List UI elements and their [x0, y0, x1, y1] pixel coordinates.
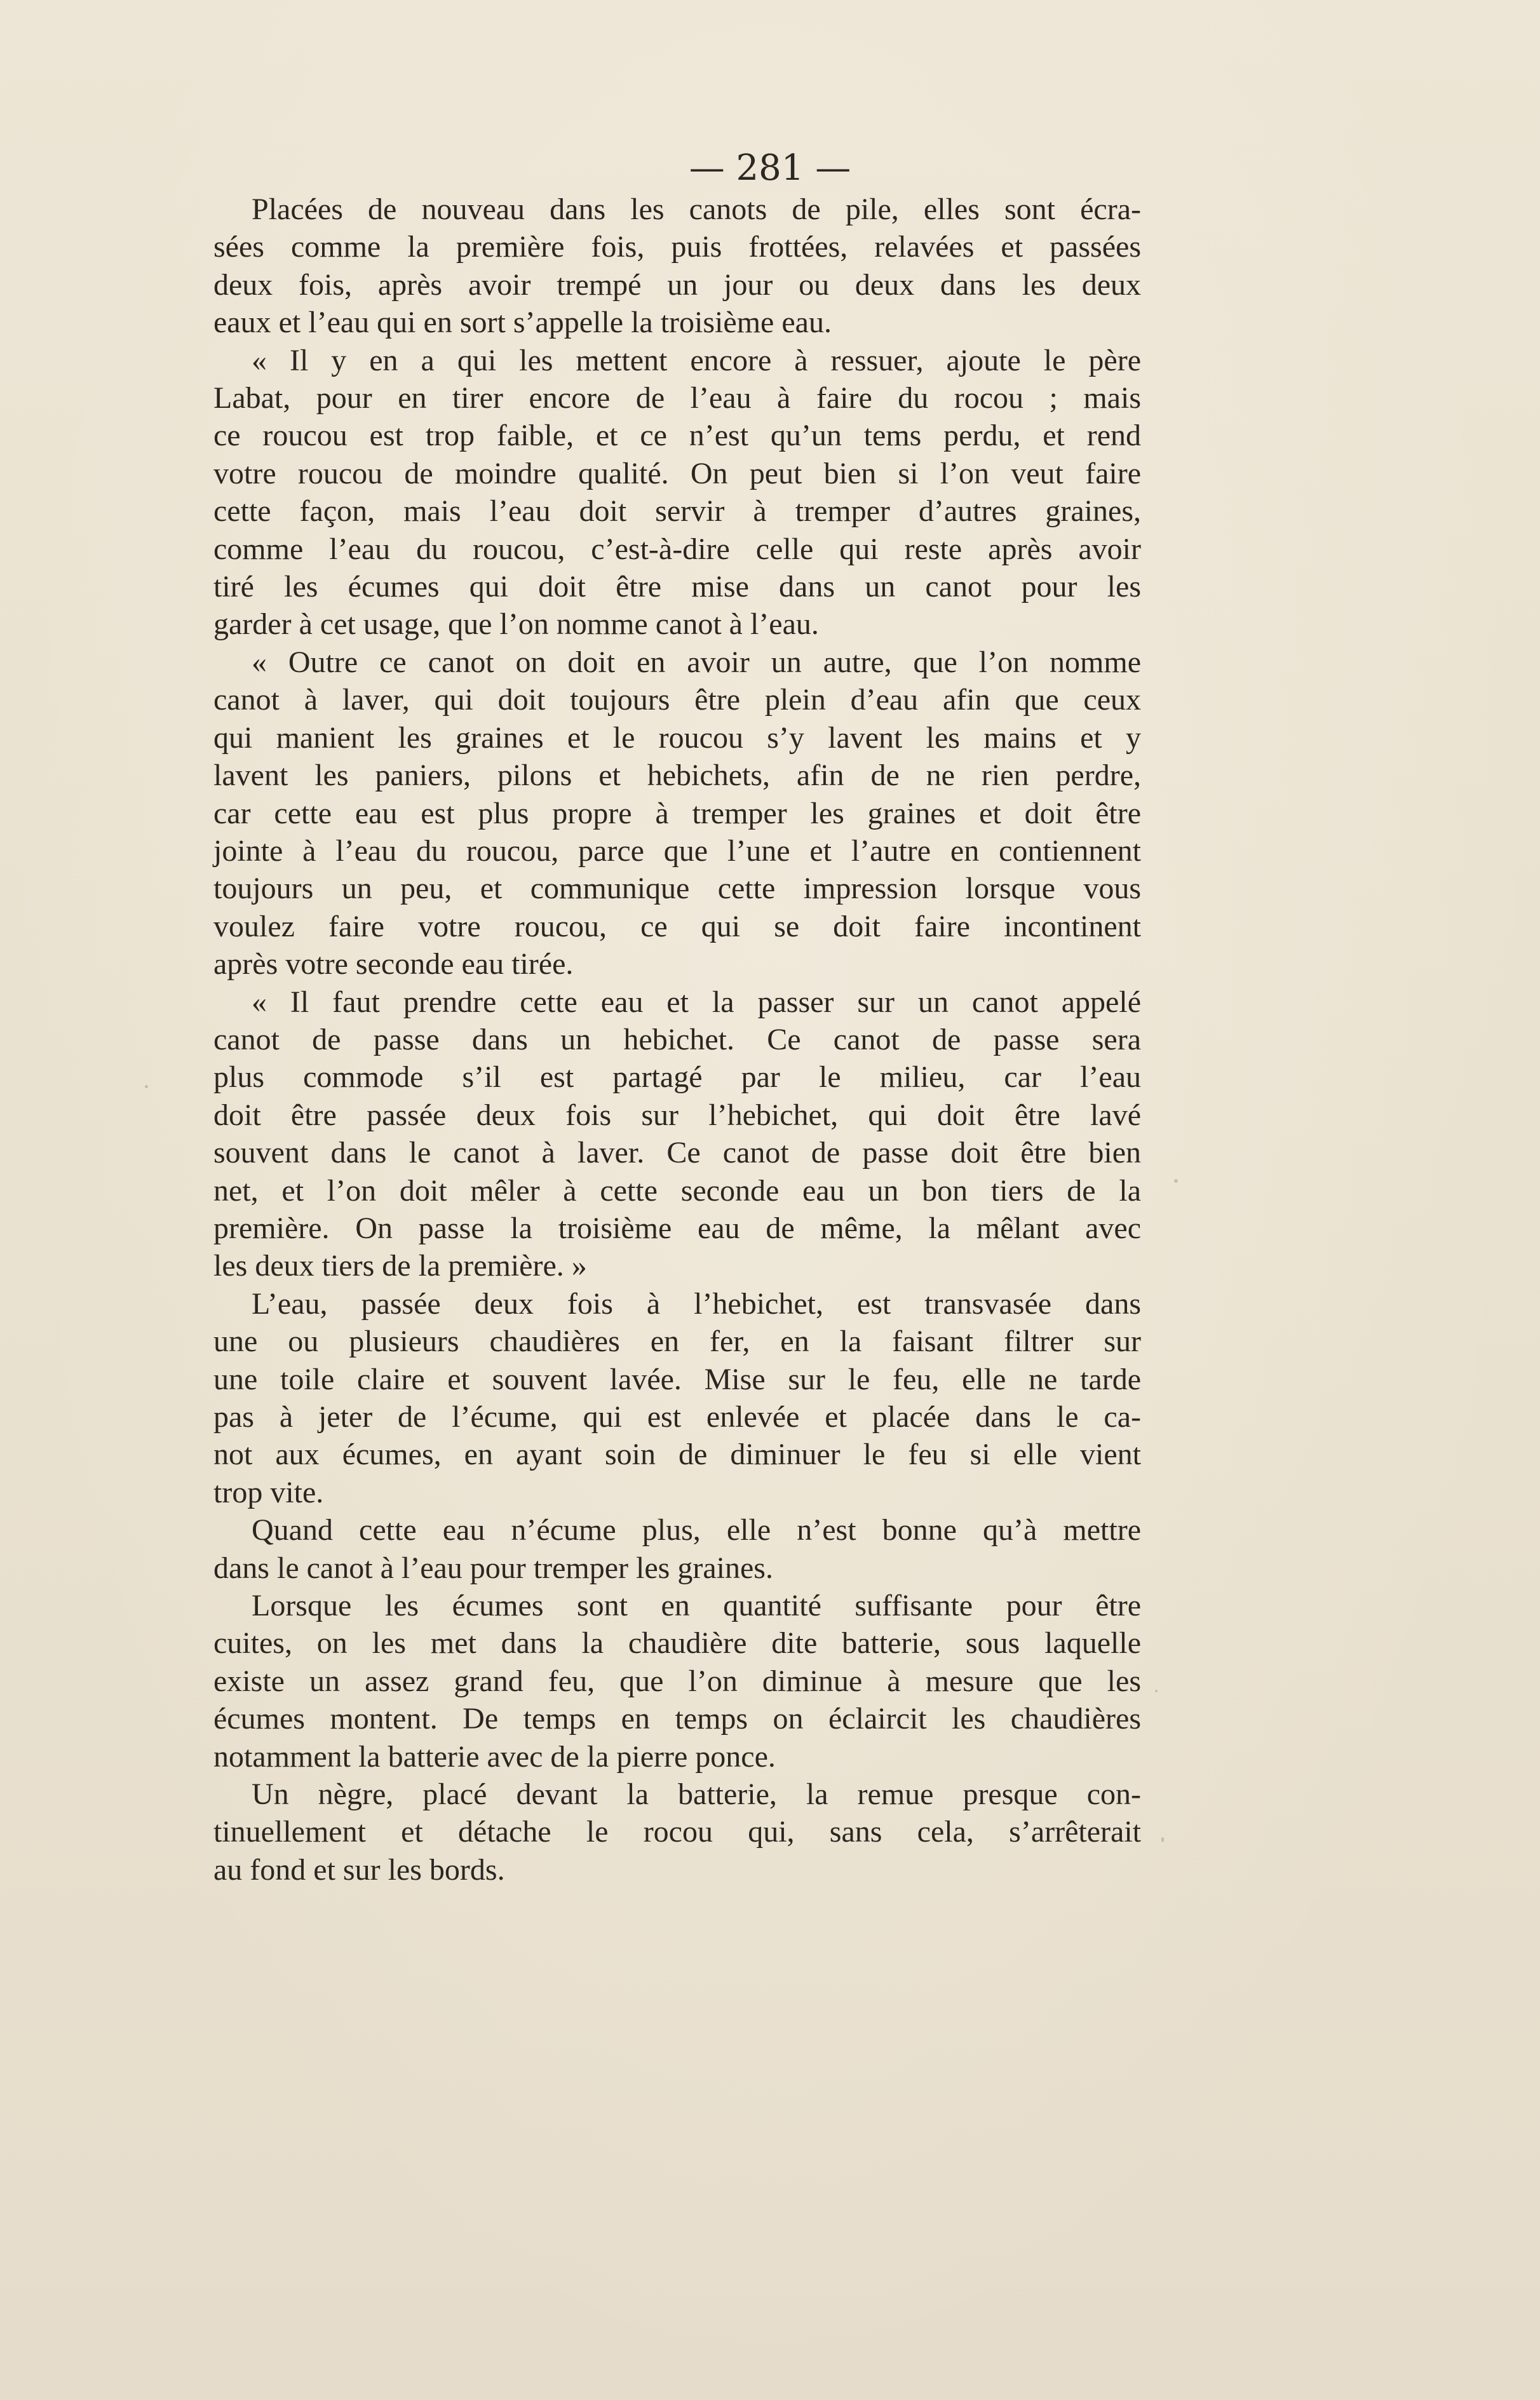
text-line: tinuellement et détache le rocou qui, sans cela, s’arrêterait [213, 1815, 1141, 1849]
paragraph [175, 1511, 1141, 1587]
text-line: sées comme la première fois, puis frottées, relavées et passées [213, 230, 1141, 264]
text-line: existe un assez grand feu, que l’on diminue à mesure que les [213, 1664, 1141, 1698]
text-line: une toile claire et souvent lavée. Mise sur le feu, elle ne tarde [213, 1362, 1141, 1396]
paper-speck [145, 1085, 148, 1088]
paragraph [175, 342, 1141, 644]
text-line: cuites, on les met dans la chaudière dite batterie, sous laquelle [213, 1626, 1141, 1661]
page-number: — 281 — [689, 147, 851, 189]
paragraph [175, 191, 1141, 342]
text-line: « Il faut prendre cette eau et la passer sur un canot appelé [252, 985, 1141, 1019]
text-line: tiré les écumes qui doit être mise dans un canot pour les [213, 570, 1141, 604]
text-line: Un nègre, placé devant la batterie, la remue presque con- [252, 1777, 1141, 1812]
text-line: lavent les paniers, pilons et hebichets, afin de ne rien perdre, [213, 758, 1141, 793]
text-line: canot de passe dans un hebichet. Ce canot de passe sera [213, 1022, 1141, 1056]
paper-speck [1161, 1837, 1164, 1842]
text-line: eaux et l’eau qui en sort s’appelle la troisième eau. [213, 306, 832, 340]
text-line: voulez faire votre roucou, ce qui se doit faire incontinent [213, 909, 1141, 943]
text-line: ce roucou est trop faible, et ce n’est qu’un tems perdu, et rend [213, 419, 1141, 453]
text-line: jointe à l’eau du roucou, parce que l’une et l’autre en contiennent [213, 833, 1141, 868]
text-line: notamment la batterie avec de la pierre ponce. [213, 1739, 776, 1774]
text-line: pas à jeter de l’écume, qui est enlevée et placée dans le ca- [213, 1400, 1141, 1434]
text-line: dans le canot à l’eau pour tremper les graines. [213, 1551, 773, 1585]
paragraph [175, 1587, 1141, 1776]
text-line: canot à laver, qui doit toujours être plein d’eau afin que ceux [213, 683, 1141, 717]
text-line: les deux tiers de la première. » [213, 1249, 587, 1283]
text-line: comme l’eau du roucou, c’est-à-dire celle qui reste après avoir [213, 532, 1141, 566]
text-line: Placées de nouveau dans les canots de pile, elles sont écra- [252, 192, 1141, 226]
text-line: toujours un peu, et communique cette impression lorsque vous [213, 872, 1141, 906]
text-line: Labat, pour en tirer encore de l’eau à faire du rocou ; mais [213, 381, 1141, 415]
body-text [175, 191, 1141, 1889]
text-line: car cette eau est plus propre à tremper les graines et doit être [213, 796, 1141, 830]
paper-speck [1155, 1690, 1158, 1692]
text-line: souvent dans le canot à laver. Ce canot de passe doit être bien [213, 1136, 1141, 1170]
text-line: écumes montent. De temps en temps on éclaircit les chaudières [213, 1702, 1141, 1736]
text-line: L’eau, passée deux fois à l’hebichet, est transvasée dans [252, 1286, 1141, 1321]
text-line: Lorsque les écumes sont en quantité suffisante pour être [252, 1589, 1141, 1623]
text-line: not aux écumes, en ayant soin de diminuer le feu si elle vient [213, 1438, 1141, 1472]
text-line: « Outre ce canot on doit en avoir un autre, que l’on nomme [252, 645, 1141, 679]
paragraph [175, 1776, 1141, 1889]
text-line: qui manient les graines et le roucou s’y lavent les mains et y [213, 720, 1141, 755]
text-line: après votre seconde eau tirée. [213, 947, 574, 981]
text-line: trop vite. [213, 1475, 324, 1509]
paragraph [175, 1285, 1141, 1511]
paper-speck [1174, 1179, 1178, 1183]
text-line: doit être passée deux fois sur l’hebichet, qui doit être lavé [213, 1098, 1141, 1132]
text-line: première. On passe la troisième eau de même, la mêlant avec [213, 1211, 1141, 1245]
text-line: votre roucou de moindre qualité. On peut bien si l’on veut faire [213, 456, 1141, 490]
text-line: au fond et sur les bords. [213, 1852, 505, 1887]
text-line: plus commode s’il est partagé par le milieu, car l’eau [213, 1060, 1141, 1095]
text-line: garder à cet usage, que l’on nomme canot à l’eau. [213, 607, 819, 642]
text-line: une ou plusieurs chaudières en fer, en la faisant filtrer sur [213, 1325, 1141, 1359]
text-line: deux fois, après avoir trempé un jour ou deux dans les deux [213, 267, 1141, 302]
text-line: cette façon, mais l’eau doit servir à tremper d’autres graines, [213, 494, 1141, 529]
text-line: « Il y en a qui les mettent encore à ressuer, ajoute le père [252, 343, 1141, 377]
paragraph [175, 644, 1141, 983]
text-line: net, et l’on doit mêler à cette seconde eau un bon tiers de la [213, 1173, 1141, 1208]
paragraph [175, 983, 1141, 1285]
text-line: Quand cette eau n’écume plus, elle n’est bonne qu’à mettre [252, 1513, 1141, 1547]
